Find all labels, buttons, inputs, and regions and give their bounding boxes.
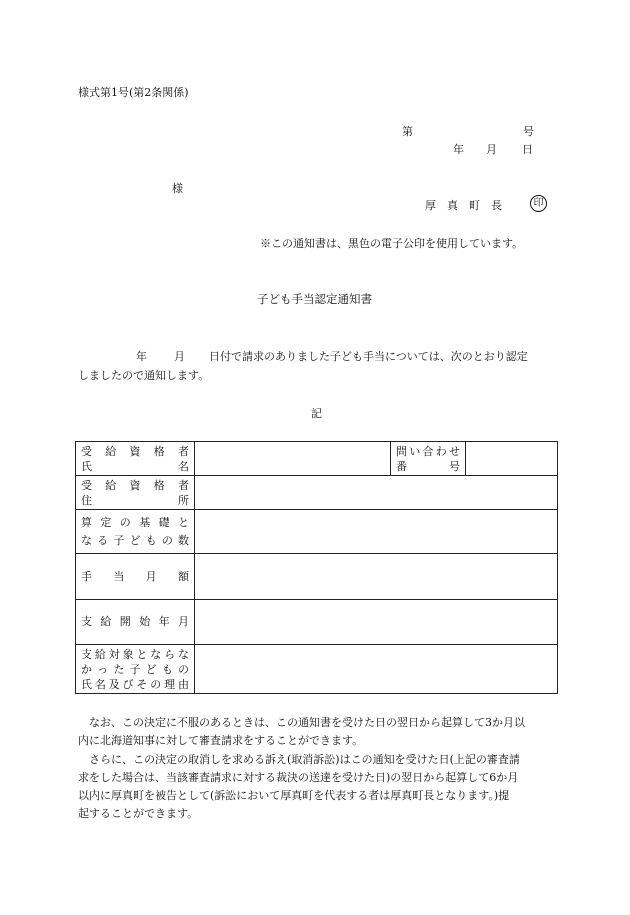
addressee-honorific: 様 bbox=[172, 182, 183, 195]
intro-line2: しましたので通知します。 bbox=[78, 369, 210, 382]
intro-month: 月 bbox=[174, 350, 185, 363]
ki-label: 記 bbox=[311, 407, 322, 420]
start-month-label: 支給開始年月 bbox=[76, 600, 195, 645]
intro-year: 年 bbox=[136, 350, 147, 363]
issuer-title: 厚 真 町 長 bbox=[425, 199, 502, 212]
row-start-month bbox=[76, 600, 558, 645]
official-seal: 印 bbox=[530, 195, 547, 212]
date-month: 月 bbox=[486, 143, 497, 156]
row-recipient-address bbox=[76, 476, 558, 510]
form-label: 様式第1号(第2条関係) bbox=[78, 86, 189, 99]
inquiry-number-label: 問い合わせ 番 号 bbox=[391, 442, 466, 476]
date-day: 日 bbox=[522, 143, 533, 156]
children-count-value bbox=[195, 510, 558, 554]
details-table bbox=[75, 441, 558, 694]
row-excluded-children bbox=[76, 645, 558, 694]
monthly-amount-label: 手 当 月 額 bbox=[76, 554, 195, 600]
children-count-label: 算定の基礎と なる子どもの数 bbox=[76, 510, 195, 554]
recipient-address-label: 受 給 資 格 者 住 所 bbox=[76, 476, 195, 510]
monthly-amount-value bbox=[195, 554, 558, 600]
recipient-name-label: 受 給 資 格 者 氏 名 bbox=[76, 442, 195, 476]
excluded-children-value bbox=[195, 645, 558, 694]
appeal-notice: なお、この決定に不服のあるときは、この通知書を受けた日の翌日から起算して3か月以 内に北海道知事に対して審査請求をすることができます。 bbox=[78, 716, 525, 747]
row-children-count bbox=[76, 510, 558, 554]
recipient-address-value bbox=[195, 476, 558, 510]
date-year: 年 bbox=[453, 143, 464, 156]
document-title: 子ども手当認定通知書 bbox=[257, 292, 372, 306]
lawsuit-notice: さらに、この決定の取消しを求める訴え(取消訴訟)はこの通知を受けた日(上記の審査請 求をした場合は、当該審査請求に対する裁決の送達を受けた日)の翌日から起算して6か月 以内に厚真町を被告として(訴訟において厚真町を代表する者は厚真町長となります。)提 起することができます。 bbox=[78, 753, 520, 820]
excluded-children-label: 支給対象とならな かった子どもの 氏名及びその理由 bbox=[76, 645, 195, 694]
start-month-value bbox=[195, 600, 558, 645]
row-recipient-name bbox=[76, 442, 558, 476]
seal-note: ※この通知書は、黒色の電子公印を使用しています。 bbox=[260, 237, 524, 250]
recipient-name-value bbox=[195, 442, 391, 476]
number-prefix: 第 bbox=[402, 125, 413, 138]
inquiry-number-value bbox=[466, 442, 558, 476]
intro-line1: 日付で請求のありました子ども手当については、次のとおり認定 bbox=[209, 350, 528, 363]
row-monthly-amount bbox=[76, 554, 558, 600]
number-suffix: 号 bbox=[523, 125, 534, 138]
